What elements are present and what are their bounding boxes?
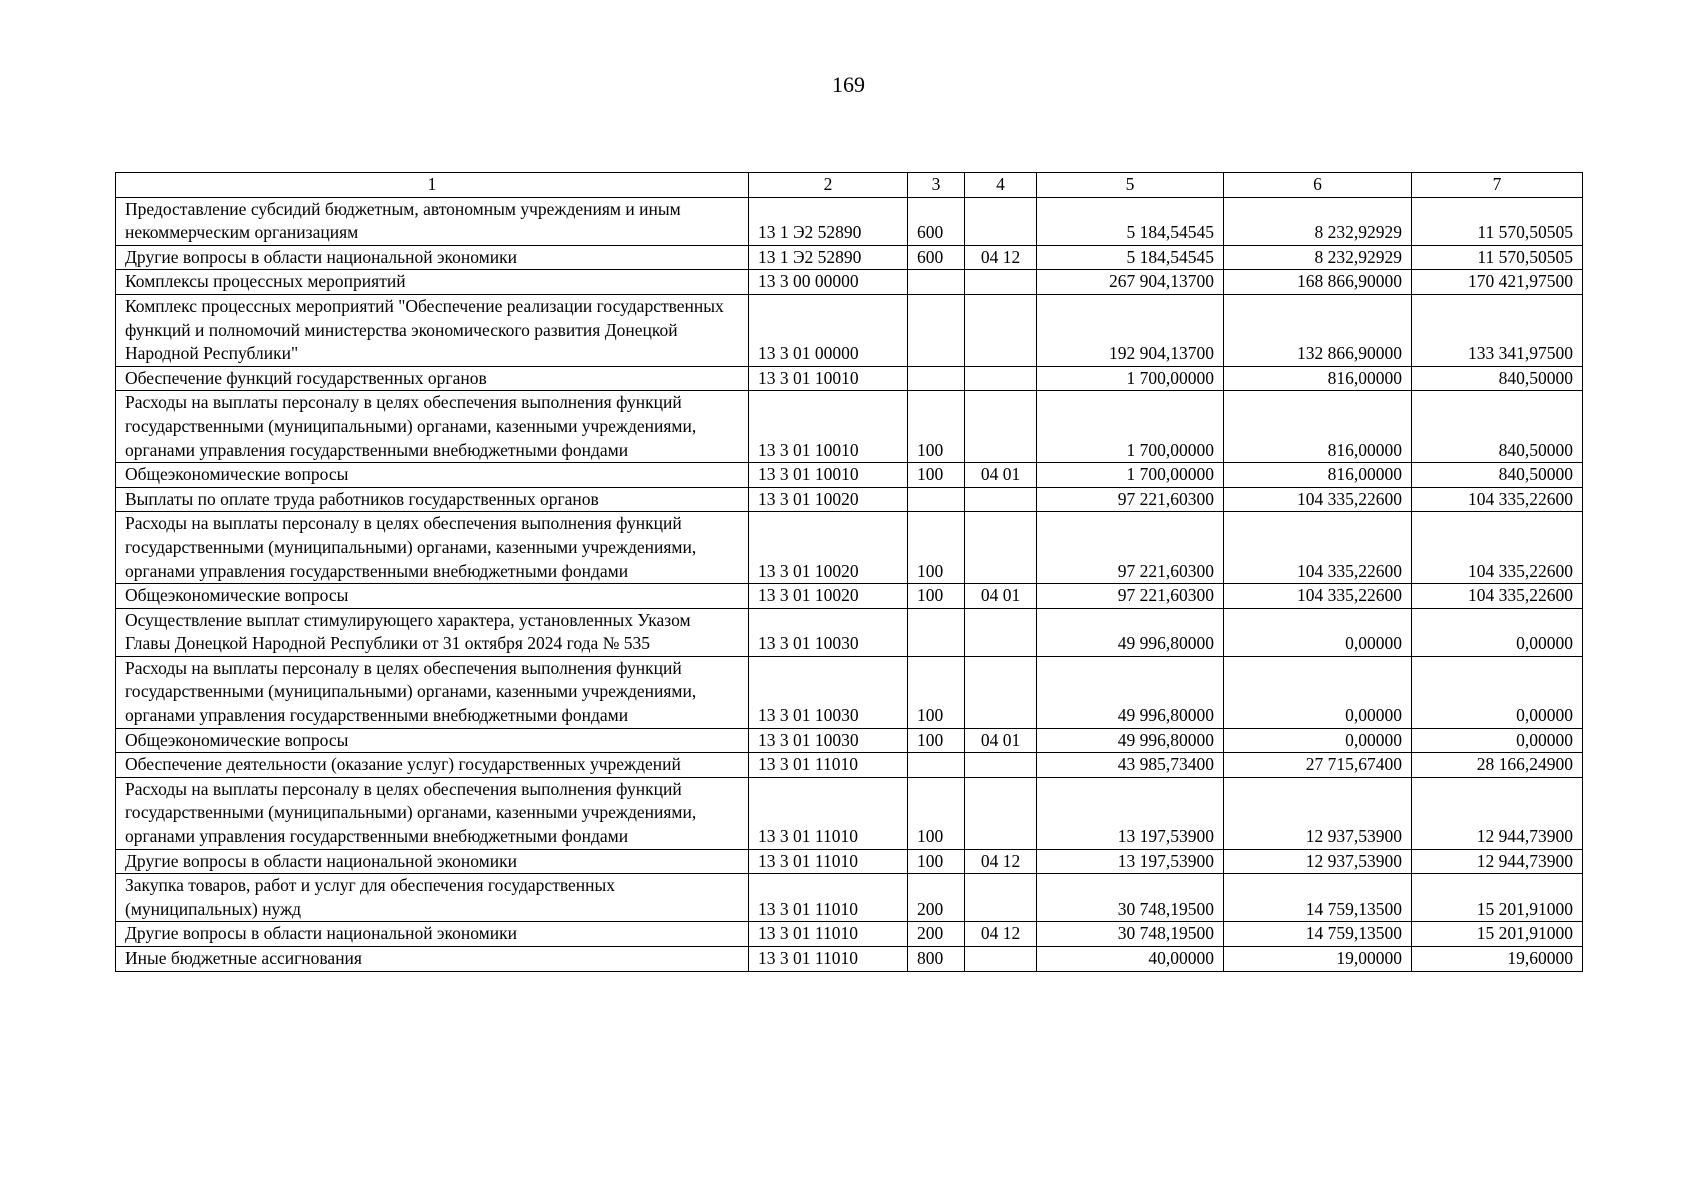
amount-col6-cell: 816,00000 [1224, 391, 1412, 463]
column-header: 5 [1037, 173, 1224, 198]
amount-col5-cell: 5 184,54545 [1037, 197, 1224, 245]
expense-type-cell: 100 [908, 584, 965, 609]
section-code-cell: 04 12 [965, 922, 1037, 947]
expense-type-cell: 100 [908, 512, 965, 584]
column-header: 7 [1412, 173, 1583, 198]
expense-type-cell: 600 [908, 197, 965, 245]
amount-col6-cell: 104 335,22600 [1224, 584, 1412, 609]
table-header-row [116, 173, 1583, 198]
expense-type-cell: 600 [908, 245, 965, 270]
section-code-cell: 04 12 [965, 245, 1037, 270]
table-row [116, 656, 1583, 728]
table-row [116, 366, 1583, 391]
amount-col6-cell: 12 937,53900 [1224, 849, 1412, 874]
expense-name-cell: Общеэкономические вопросы [116, 463, 749, 488]
section-code-cell: 04 12 [965, 849, 1037, 874]
expense-name-cell: Другие вопросы в области национальной экономики [116, 849, 749, 874]
amount-col7-cell: 28 166,24900 [1412, 753, 1583, 778]
target-article-cell: 13 3 01 11010 [749, 947, 908, 972]
expense-name-cell: Осуществление выплат стимулирующего характера, установленных Указом Главы Донецкой Народной Республики от 31 октября 2024 года № 535 [116, 608, 749, 656]
target-article-cell: 13 3 01 00000 [749, 294, 908, 366]
amount-col5-cell: 49 996,80000 [1037, 728, 1224, 753]
amount-col6-cell: 19,00000 [1224, 947, 1412, 972]
target-article-cell: 13 3 01 10020 [749, 487, 908, 512]
amount-col7-cell: 15 201,91000 [1412, 922, 1583, 947]
target-article-cell: 13 3 01 11010 [749, 874, 908, 922]
expense-type-cell: 100 [908, 463, 965, 488]
page-number: 169 [832, 72, 865, 97]
amount-col5-cell: 1 700,00000 [1037, 463, 1224, 488]
amount-col5-cell: 13 197,53900 [1037, 849, 1224, 874]
amount-col7-cell: 170 421,97500 [1412, 270, 1583, 295]
expense-type-cell: 100 [908, 728, 965, 753]
amount-col5-cell: 192 904,13700 [1037, 294, 1224, 366]
expense-type-cell [908, 270, 965, 295]
table-row [116, 463, 1583, 488]
table-row [116, 512, 1583, 584]
target-article-cell: 13 1 Э2 52890 [749, 197, 908, 245]
amount-col7-cell: 104 335,22600 [1412, 487, 1583, 512]
section-code-cell [965, 777, 1037, 849]
target-article-cell: 13 1 Э2 52890 [749, 245, 908, 270]
section-code-cell [965, 197, 1037, 245]
amount-col5-cell: 43 985,73400 [1037, 753, 1224, 778]
table-row [116, 777, 1583, 849]
amount-col6-cell: 14 759,13500 [1224, 874, 1412, 922]
expense-name-cell: Расходы на выплаты персоналу в целях обеспечения выполнения функций государственными (муниципальными) органами, казенными учреждениями, органами управления государственными внебюджетными фондами [116, 512, 749, 584]
amount-col7-cell: 840,50000 [1412, 463, 1583, 488]
target-article-cell: 13 3 01 11010 [749, 777, 908, 849]
amount-col6-cell: 0,00000 [1224, 608, 1412, 656]
column-header: 3 [908, 173, 965, 198]
table-row [116, 245, 1583, 270]
expense-name-cell: Иные бюджетные ассигнования [116, 947, 749, 972]
target-article-cell: 13 3 01 10010 [749, 463, 908, 488]
table-row [116, 874, 1583, 922]
amount-col6-cell: 816,00000 [1224, 366, 1412, 391]
section-code-cell: 04 01 [965, 584, 1037, 609]
expense-name-cell: Расходы на выплаты персоналу в целях обеспечения выполнения функций государственными (муниципальными) органами, казенными учреждениями, органами управления государственными внебюджетными фондами [116, 777, 749, 849]
amount-col5-cell: 49 996,80000 [1037, 608, 1224, 656]
amount-col6-cell: 8 232,92929 [1224, 245, 1412, 270]
column-header: 4 [965, 173, 1037, 198]
section-code-cell [965, 294, 1037, 366]
column-header: 2 [749, 173, 908, 198]
amount-col7-cell: 12 944,73900 [1412, 849, 1583, 874]
section-code-cell [965, 366, 1037, 391]
amount-col7-cell: 0,00000 [1412, 656, 1583, 728]
table-row [116, 391, 1583, 463]
target-article-cell: 13 3 01 10030 [749, 728, 908, 753]
table-row [116, 728, 1583, 753]
section-code-cell [965, 753, 1037, 778]
expense-type-cell: 200 [908, 922, 965, 947]
amount-col7-cell: 104 335,22600 [1412, 584, 1583, 609]
expense-name-cell: Общеэкономические вопросы [116, 728, 749, 753]
target-article-cell: 13 3 01 10030 [749, 656, 908, 728]
expense-type-cell [908, 294, 965, 366]
amount-col5-cell: 97 221,60300 [1037, 584, 1224, 609]
table-row [116, 753, 1583, 778]
amount-col5-cell: 1 700,00000 [1037, 366, 1224, 391]
amount-col5-cell: 40,00000 [1037, 947, 1224, 972]
section-code-cell: 04 01 [965, 728, 1037, 753]
expense-name-cell: Выплаты по оплате труда работников государственных органов [116, 487, 749, 512]
expense-type-cell: 100 [908, 849, 965, 874]
expense-name-cell: Обеспечение деятельности (оказание услуг) государственных учреждений [116, 753, 749, 778]
table-row [116, 608, 1583, 656]
amount-col6-cell: 104 335,22600 [1224, 512, 1412, 584]
amount-col5-cell: 13 197,53900 [1037, 777, 1224, 849]
section-code-cell [965, 512, 1037, 584]
expense-name-cell: Комплексы процессных мероприятий [116, 270, 749, 295]
expense-type-cell: 100 [908, 391, 965, 463]
expense-type-cell: 100 [908, 777, 965, 849]
amount-col6-cell: 168 866,90000 [1224, 270, 1412, 295]
target-article-cell: 13 3 01 10020 [749, 584, 908, 609]
amount-col7-cell: 11 570,50505 [1412, 197, 1583, 245]
amount-col6-cell: 0,00000 [1224, 728, 1412, 753]
section-code-cell [965, 487, 1037, 512]
section-code-cell: 04 01 [965, 463, 1037, 488]
target-article-cell: 13 3 01 10020 [749, 512, 908, 584]
target-article-cell: 13 3 01 11010 [749, 922, 908, 947]
amount-col5-cell: 1 700,00000 [1037, 391, 1224, 463]
expense-name-cell: Комплекс процессных мероприятий "Обеспечение реализации государственных функций и полномочий министерства экономического развития Донецкой Народной Республики" [116, 294, 749, 366]
column-header: 6 [1224, 173, 1412, 198]
expense-name-cell: Предоставление субсидий бюджетным, автономным учреждениям и иным некоммерческим организациям [116, 197, 749, 245]
section-code-cell [965, 608, 1037, 656]
table-row [116, 270, 1583, 295]
section-code-cell [965, 391, 1037, 463]
amount-col7-cell: 15 201,91000 [1412, 874, 1583, 922]
target-article-cell: 13 3 00 00000 [749, 270, 908, 295]
column-header: 1 [116, 173, 749, 198]
amount-col6-cell: 104 335,22600 [1224, 487, 1412, 512]
target-article-cell: 13 3 01 11010 [749, 849, 908, 874]
expense-type-cell: 100 [908, 656, 965, 728]
expense-type-cell [908, 753, 965, 778]
table-row [116, 584, 1583, 609]
expense-name-cell: Обеспечение функций государственных органов [116, 366, 749, 391]
amount-col6-cell: 132 866,90000 [1224, 294, 1412, 366]
amount-col7-cell: 19,60000 [1412, 947, 1583, 972]
table-row [116, 197, 1583, 245]
amount-col6-cell: 8 232,92929 [1224, 197, 1412, 245]
section-code-cell [965, 656, 1037, 728]
amount-col5-cell: 30 748,19500 [1037, 874, 1224, 922]
expense-name-cell: Расходы на выплаты персоналу в целях обеспечения выполнения функций государственными (муниципальными) органами, казенными учреждениями, органами управления государственными внебюджетными фондами [116, 656, 749, 728]
amount-col7-cell: 840,50000 [1412, 366, 1583, 391]
budget-table [115, 172, 1583, 972]
amount-col5-cell: 267 904,13700 [1037, 270, 1224, 295]
amount-col7-cell: 11 570,50505 [1412, 245, 1583, 270]
amount-col5-cell: 49 996,80000 [1037, 656, 1224, 728]
table-row [116, 487, 1583, 512]
table-row [116, 849, 1583, 874]
table-row [116, 922, 1583, 947]
amount-col7-cell: 133 341,97500 [1412, 294, 1583, 366]
target-article-cell: 13 3 01 10010 [749, 366, 908, 391]
expense-name-cell: Общеэкономические вопросы [116, 584, 749, 609]
expense-type-cell [908, 487, 965, 512]
amount-col7-cell: 0,00000 [1412, 608, 1583, 656]
amount-col6-cell: 27 715,67400 [1224, 753, 1412, 778]
table-body [116, 197, 1583, 971]
amount-col6-cell: 0,00000 [1224, 656, 1412, 728]
amount-col6-cell: 12 937,53900 [1224, 777, 1412, 849]
section-code-cell [965, 947, 1037, 972]
target-article-cell: 13 3 01 11010 [749, 753, 908, 778]
expense-type-cell: 200 [908, 874, 965, 922]
table-row [116, 294, 1583, 366]
expense-type-cell: 800 [908, 947, 965, 972]
amount-col5-cell: 97 221,60300 [1037, 487, 1224, 512]
amount-col7-cell: 0,00000 [1412, 728, 1583, 753]
target-article-cell: 13 3 01 10030 [749, 608, 908, 656]
expense-type-cell [908, 608, 965, 656]
expense-name-cell: Закупка товаров, работ и услуг для обеспечения государственных (муниципальных) нужд [116, 874, 749, 922]
amount-col7-cell: 12 944,73900 [1412, 777, 1583, 849]
section-code-cell [965, 270, 1037, 295]
amount-col7-cell: 840,50000 [1412, 391, 1583, 463]
amount-col6-cell: 816,00000 [1224, 463, 1412, 488]
expense-type-cell [908, 366, 965, 391]
amount-col5-cell: 97 221,60300 [1037, 512, 1224, 584]
target-article-cell: 13 3 01 10010 [749, 391, 908, 463]
amount-col7-cell: 104 335,22600 [1412, 512, 1583, 584]
amount-col5-cell: 30 748,19500 [1037, 922, 1224, 947]
amount-col6-cell: 14 759,13500 [1224, 922, 1412, 947]
expense-name-cell: Расходы на выплаты персоналу в целях обеспечения выполнения функций государственными (муниципальными) органами, казенными учреждениями, органами управления государственными внебюджетными фондами [116, 391, 749, 463]
expense-name-cell: Другие вопросы в области национальной экономики [116, 245, 749, 270]
expense-name-cell: Другие вопросы в области национальной экономики [116, 922, 749, 947]
section-code-cell [965, 874, 1037, 922]
table-row [116, 947, 1583, 972]
amount-col5-cell: 5 184,54545 [1037, 245, 1224, 270]
